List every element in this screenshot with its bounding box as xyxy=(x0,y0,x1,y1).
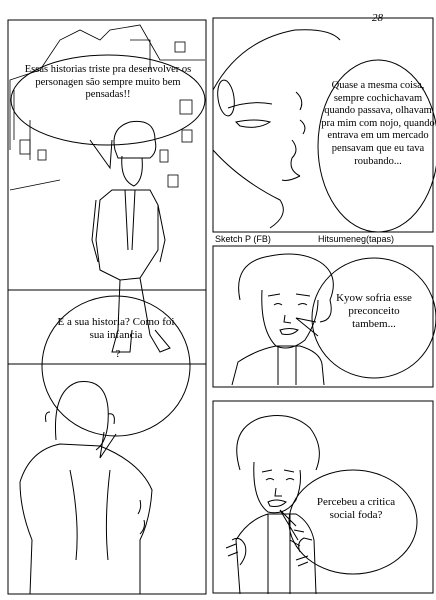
writer-credit: Hitsumeneg(tapas) xyxy=(318,234,395,244)
bubble-2-text: Quase a mesma coisa, sempre cochichavam quando passava, olhavam pra mim com nojo, quando entrava em um mercado pensavam que eu tava roubando... xyxy=(321,80,435,167)
bubble-1-tail xyxy=(90,140,112,168)
page-number: 28 xyxy=(372,12,383,24)
bubble-1-text: Essas historias triste pra desenvolver os personagen são sempre muito bem pensadas!! xyxy=(24,64,192,101)
bubble-3-text: Kyow sofria esse preconceito tambem... xyxy=(336,292,412,331)
afro-man-portrait-drawing xyxy=(232,254,333,385)
bubble-4-question-mark: ? xyxy=(115,348,121,360)
bald-man-back-drawing xyxy=(20,382,152,594)
bubble-4-text: E a sua historia? Como foi sua infancia xyxy=(57,316,175,342)
artist-credit: Sketch P (FB) xyxy=(215,234,271,244)
bubble-5-text: Percebeu a critica social foda? xyxy=(316,496,396,522)
